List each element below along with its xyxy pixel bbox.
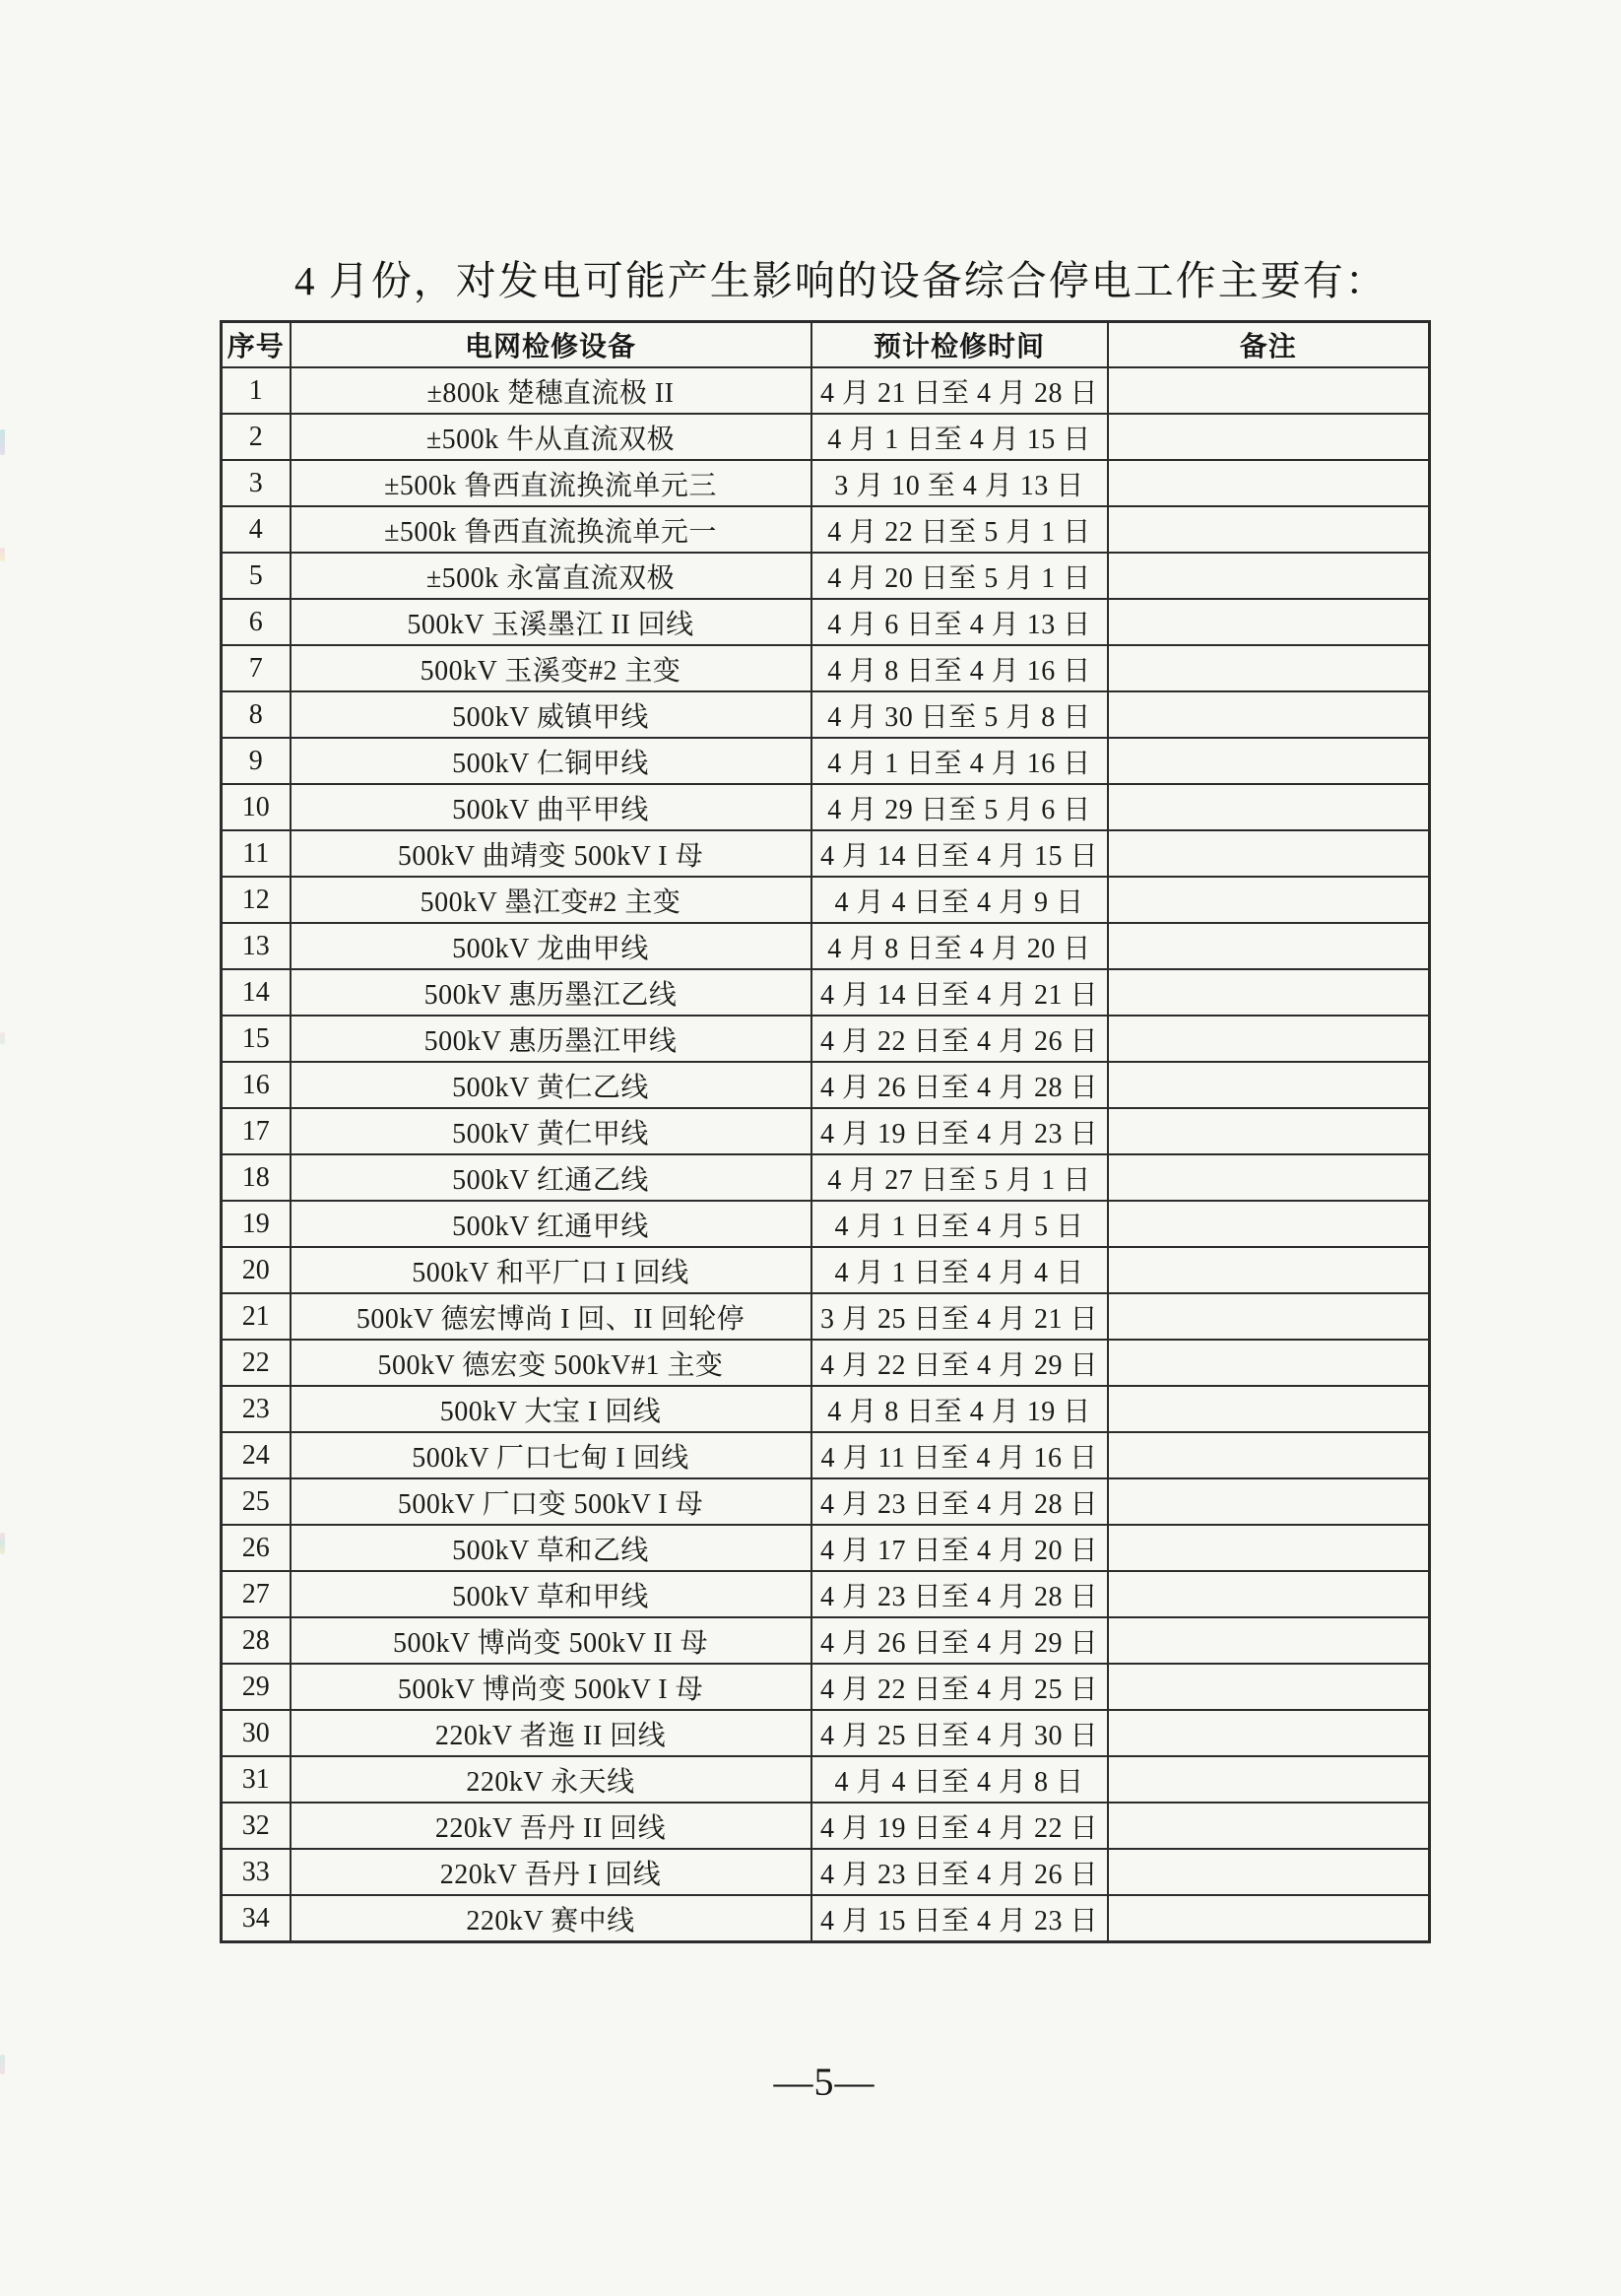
device-cell: 220kV 者迤 II 回线 — [291, 1710, 811, 1756]
device-cell: 500kV 威镇甲线 — [291, 691, 811, 738]
time-cell: 4 月 22 日至 5 月 1 日 — [811, 506, 1108, 553]
remark-cell — [1108, 830, 1430, 877]
time-cell: 4 月 8 日至 4 月 16 日 — [811, 645, 1108, 691]
remark-cell — [1108, 1016, 1430, 1062]
time-cell: 3 月 10 至 4 月 13 日 — [811, 460, 1108, 506]
row-index-cell: 29 — [222, 1664, 291, 1710]
device-cell: 500kV 玉溪变#2 主变 — [291, 645, 811, 691]
remark-cell — [1108, 1478, 1430, 1525]
device-cell: ±500k 永富直流双极 — [291, 553, 811, 599]
device-cell: 500kV 龙曲甲线 — [291, 923, 811, 969]
remark-cell — [1108, 877, 1430, 923]
table-row — [222, 1154, 1430, 1201]
table-row — [222, 1895, 1430, 1942]
device-cell: 500kV 黄仁甲线 — [291, 1108, 811, 1154]
time-cell: 4 月 1 日至 4 月 5 日 — [811, 1201, 1108, 1247]
table-row — [222, 553, 1430, 599]
remark-cell — [1108, 599, 1430, 645]
table-row — [222, 738, 1430, 784]
table-row — [222, 1062, 1430, 1108]
remark-cell — [1108, 1756, 1430, 1803]
table-row — [222, 830, 1430, 877]
time-cell: 4 月 22 日至 4 月 25 日 — [811, 1664, 1108, 1710]
remark-cell — [1108, 645, 1430, 691]
device-cell: ±800k 楚穗直流极 II — [291, 367, 811, 414]
time-cell: 4 月 22 日至 4 月 29 日 — [811, 1340, 1108, 1386]
remark-cell — [1108, 1154, 1430, 1201]
time-cell: 4 月 27 日至 5 月 1 日 — [811, 1154, 1108, 1201]
remark-cell — [1108, 784, 1430, 830]
table-row — [222, 1340, 1430, 1386]
row-index-cell: 22 — [222, 1340, 291, 1386]
device-cell: 220kV 永天线 — [291, 1756, 811, 1803]
device-cell: 500kV 博尚变 500kV II 母 — [291, 1617, 811, 1664]
time-cell: 4 月 14 日至 4 月 15 日 — [811, 830, 1108, 877]
scan-artifact — [0, 1032, 5, 1044]
time-cell: 4 月 15 日至 4 月 23 日 — [811, 1895, 1108, 1942]
device-cell: 500kV 仁铜甲线 — [291, 738, 811, 784]
remark-cell — [1108, 1201, 1430, 1247]
row-index-cell: 17 — [222, 1108, 291, 1154]
table-row — [222, 460, 1430, 506]
device-cell: 500kV 德宏博尚 I 回、II 回轮停 — [291, 1293, 811, 1340]
remark-cell — [1108, 367, 1430, 414]
scan-artifact — [0, 1533, 5, 1554]
time-cell: 4 月 23 日至 4 月 28 日 — [811, 1571, 1108, 1617]
time-cell: 4 月 8 日至 4 月 19 日 — [811, 1386, 1108, 1432]
remark-cell — [1108, 1849, 1430, 1895]
row-index-cell: 27 — [222, 1571, 291, 1617]
row-index-cell: 30 — [222, 1710, 291, 1756]
table-row — [222, 1108, 1430, 1154]
row-index-cell: 26 — [222, 1525, 291, 1571]
remark-cell — [1108, 1895, 1430, 1942]
col-header-index: 序号 — [222, 322, 291, 368]
time-cell: 4 月 19 日至 4 月 23 日 — [811, 1108, 1108, 1154]
table-row — [222, 1617, 1430, 1664]
table-row — [222, 1478, 1430, 1525]
remark-cell — [1108, 923, 1430, 969]
time-cell: 4 月 22 日至 4 月 26 日 — [811, 1016, 1108, 1062]
device-cell: 500kV 黄仁乙线 — [291, 1062, 811, 1108]
row-index-cell: 14 — [222, 969, 291, 1016]
time-cell: 4 月 17 日至 4 月 20 日 — [811, 1525, 1108, 1571]
time-cell: 4 月 19 日至 4 月 22 日 — [811, 1803, 1108, 1849]
device-cell: 500kV 红通乙线 — [291, 1154, 811, 1201]
device-cell: 500kV 惠历墨江乙线 — [291, 969, 811, 1016]
time-cell: 4 月 4 日至 4 月 9 日 — [811, 877, 1108, 923]
remark-cell — [1108, 1340, 1430, 1386]
remark-cell — [1108, 1386, 1430, 1432]
device-cell: 220kV 吾丹 II 回线 — [291, 1803, 811, 1849]
page-number: —5— — [773, 2060, 875, 2104]
row-index-cell: 2 — [222, 414, 291, 460]
row-index-cell: 21 — [222, 1293, 291, 1340]
device-cell: ±500k 鲁西直流换流单元一 — [291, 506, 811, 553]
row-index-cell: 31 — [222, 1756, 291, 1803]
time-cell: 4 月 23 日至 4 月 26 日 — [811, 1849, 1108, 1895]
scan-artifact — [0, 548, 5, 561]
table-header-row — [222, 322, 1430, 368]
device-cell: 500kV 厂口变 500kV I 母 — [291, 1478, 811, 1525]
row-index-cell: 9 — [222, 738, 291, 784]
row-index-cell: 10 — [222, 784, 291, 830]
table-row — [222, 414, 1430, 460]
table-row — [222, 645, 1430, 691]
device-cell: 500kV 红通甲线 — [291, 1201, 811, 1247]
remark-cell — [1108, 1710, 1430, 1756]
row-index-cell: 23 — [222, 1386, 291, 1432]
table-body — [222, 367, 1430, 1942]
table-row — [222, 1293, 1430, 1340]
remark-cell — [1108, 1803, 1430, 1849]
row-index-cell: 19 — [222, 1201, 291, 1247]
table-row — [222, 1432, 1430, 1478]
row-index-cell: 28 — [222, 1617, 291, 1664]
time-cell: 4 月 11 日至 4 月 16 日 — [811, 1432, 1108, 1478]
remark-cell — [1108, 460, 1430, 506]
col-header-device: 电网检修设备 — [291, 322, 811, 368]
row-index-cell: 13 — [222, 923, 291, 969]
row-index-cell: 18 — [222, 1154, 291, 1201]
device-cell: ±500k 鲁西直流换流单元三 — [291, 460, 811, 506]
table-row — [222, 1016, 1430, 1062]
row-index-cell: 15 — [222, 1016, 291, 1062]
row-index-cell: 32 — [222, 1803, 291, 1849]
time-cell: 4 月 26 日至 4 月 28 日 — [811, 1062, 1108, 1108]
table-row — [222, 1756, 1430, 1803]
row-index-cell: 1 — [222, 367, 291, 414]
device-cell: 500kV 大宝 I 回线 — [291, 1386, 811, 1432]
table-row — [222, 923, 1430, 969]
table-row — [222, 599, 1430, 645]
row-index-cell: 20 — [222, 1247, 291, 1293]
maintenance-table — [220, 320, 1431, 1943]
remark-cell — [1108, 553, 1430, 599]
time-cell: 4 月 1 日至 4 月 16 日 — [811, 738, 1108, 784]
device-cell: 500kV 博尚变 500kV I 母 — [291, 1664, 811, 1710]
table-row — [222, 1710, 1430, 1756]
time-cell: 4 月 25 日至 4 月 30 日 — [811, 1710, 1108, 1756]
remark-cell — [1108, 1247, 1430, 1293]
time-cell: 4 月 1 日至 4 月 4 日 — [811, 1247, 1108, 1293]
remark-cell — [1108, 738, 1430, 784]
table-row — [222, 969, 1430, 1016]
table-row — [222, 1571, 1430, 1617]
remark-cell — [1108, 1664, 1430, 1710]
time-cell: 3 月 25 日至 4 月 21 日 — [811, 1293, 1108, 1340]
time-cell: 4 月 1 日至 4 月 15 日 — [811, 414, 1108, 460]
remark-cell — [1108, 506, 1430, 553]
time-cell: 4 月 21 日至 4 月 28 日 — [811, 367, 1108, 414]
time-cell: 4 月 30 日至 5 月 8 日 — [811, 691, 1108, 738]
row-index-cell: 24 — [222, 1432, 291, 1478]
remark-cell — [1108, 1062, 1430, 1108]
remark-cell — [1108, 1293, 1430, 1340]
device-cell: 500kV 德宏变 500kV#1 主变 — [291, 1340, 811, 1386]
table-row — [222, 1386, 1430, 1432]
device-cell: 220kV 吾丹 I 回线 — [291, 1849, 811, 1895]
device-cell: 500kV 草和乙线 — [291, 1525, 811, 1571]
row-index-cell: 11 — [222, 830, 291, 877]
device-cell: 500kV 玉溪墨江 II 回线 — [291, 599, 811, 645]
table-row — [222, 1849, 1430, 1895]
table-row — [222, 1247, 1430, 1293]
time-cell: 4 月 4 日至 4 月 8 日 — [811, 1756, 1108, 1803]
table-row — [222, 877, 1430, 923]
table-row — [222, 367, 1430, 414]
table-row — [222, 1201, 1430, 1247]
row-index-cell: 5 — [222, 553, 291, 599]
device-cell: 500kV 草和甲线 — [291, 1571, 811, 1617]
device-cell: 500kV 惠历墨江甲线 — [291, 1016, 811, 1062]
row-index-cell: 16 — [222, 1062, 291, 1108]
device-cell: 500kV 厂口七甸 I 回线 — [291, 1432, 811, 1478]
row-index-cell: 34 — [222, 1895, 291, 1942]
time-cell: 4 月 14 日至 4 月 21 日 — [811, 969, 1108, 1016]
col-header-remark: 备注 — [1108, 322, 1430, 368]
row-index-cell: 7 — [222, 645, 291, 691]
row-index-cell: 4 — [222, 506, 291, 553]
remark-cell — [1108, 1525, 1430, 1571]
time-cell: 4 月 6 日至 4 月 13 日 — [811, 599, 1108, 645]
col-header-time: 预计检修时间 — [811, 322, 1108, 368]
device-cell: 500kV 和平厂口 I 回线 — [291, 1247, 811, 1293]
remark-cell — [1108, 691, 1430, 738]
row-index-cell: 3 — [222, 460, 291, 506]
table-row — [222, 1525, 1430, 1571]
device-cell: 220kV 赛中线 — [291, 1895, 811, 1942]
table-row — [222, 784, 1430, 830]
page-title: 4 月份，对发电可能产生影响的设备综合停电工作主要有： — [294, 258, 1388, 303]
time-cell: 4 月 20 日至 5 月 1 日 — [811, 553, 1108, 599]
remark-cell — [1108, 969, 1430, 1016]
table-row — [222, 691, 1430, 738]
remark-cell — [1108, 1432, 1430, 1478]
device-cell: 500kV 曲靖变 500kV I 母 — [291, 830, 811, 877]
row-index-cell: 6 — [222, 599, 291, 645]
remark-cell — [1108, 1108, 1430, 1154]
device-cell: ±500k 牛从直流双极 — [291, 414, 811, 460]
remark-cell — [1108, 1571, 1430, 1617]
row-index-cell: 25 — [222, 1478, 291, 1525]
table-row — [222, 506, 1430, 553]
table-row — [222, 1664, 1430, 1710]
time-cell: 4 月 8 日至 4 月 20 日 — [811, 923, 1108, 969]
row-index-cell: 8 — [222, 691, 291, 738]
time-cell: 4 月 29 日至 5 月 6 日 — [811, 784, 1108, 830]
remark-cell — [1108, 414, 1430, 460]
remark-cell — [1108, 1617, 1430, 1664]
scan-artifact — [0, 429, 5, 455]
device-cell: 500kV 曲平甲线 — [291, 784, 811, 830]
time-cell: 4 月 26 日至 4 月 29 日 — [811, 1617, 1108, 1664]
row-index-cell: 12 — [222, 877, 291, 923]
row-index-cell: 33 — [222, 1849, 291, 1895]
device-cell: 500kV 墨江变#2 主变 — [291, 877, 811, 923]
table-row — [222, 1803, 1430, 1849]
time-cell: 4 月 23 日至 4 月 28 日 — [811, 1478, 1108, 1525]
